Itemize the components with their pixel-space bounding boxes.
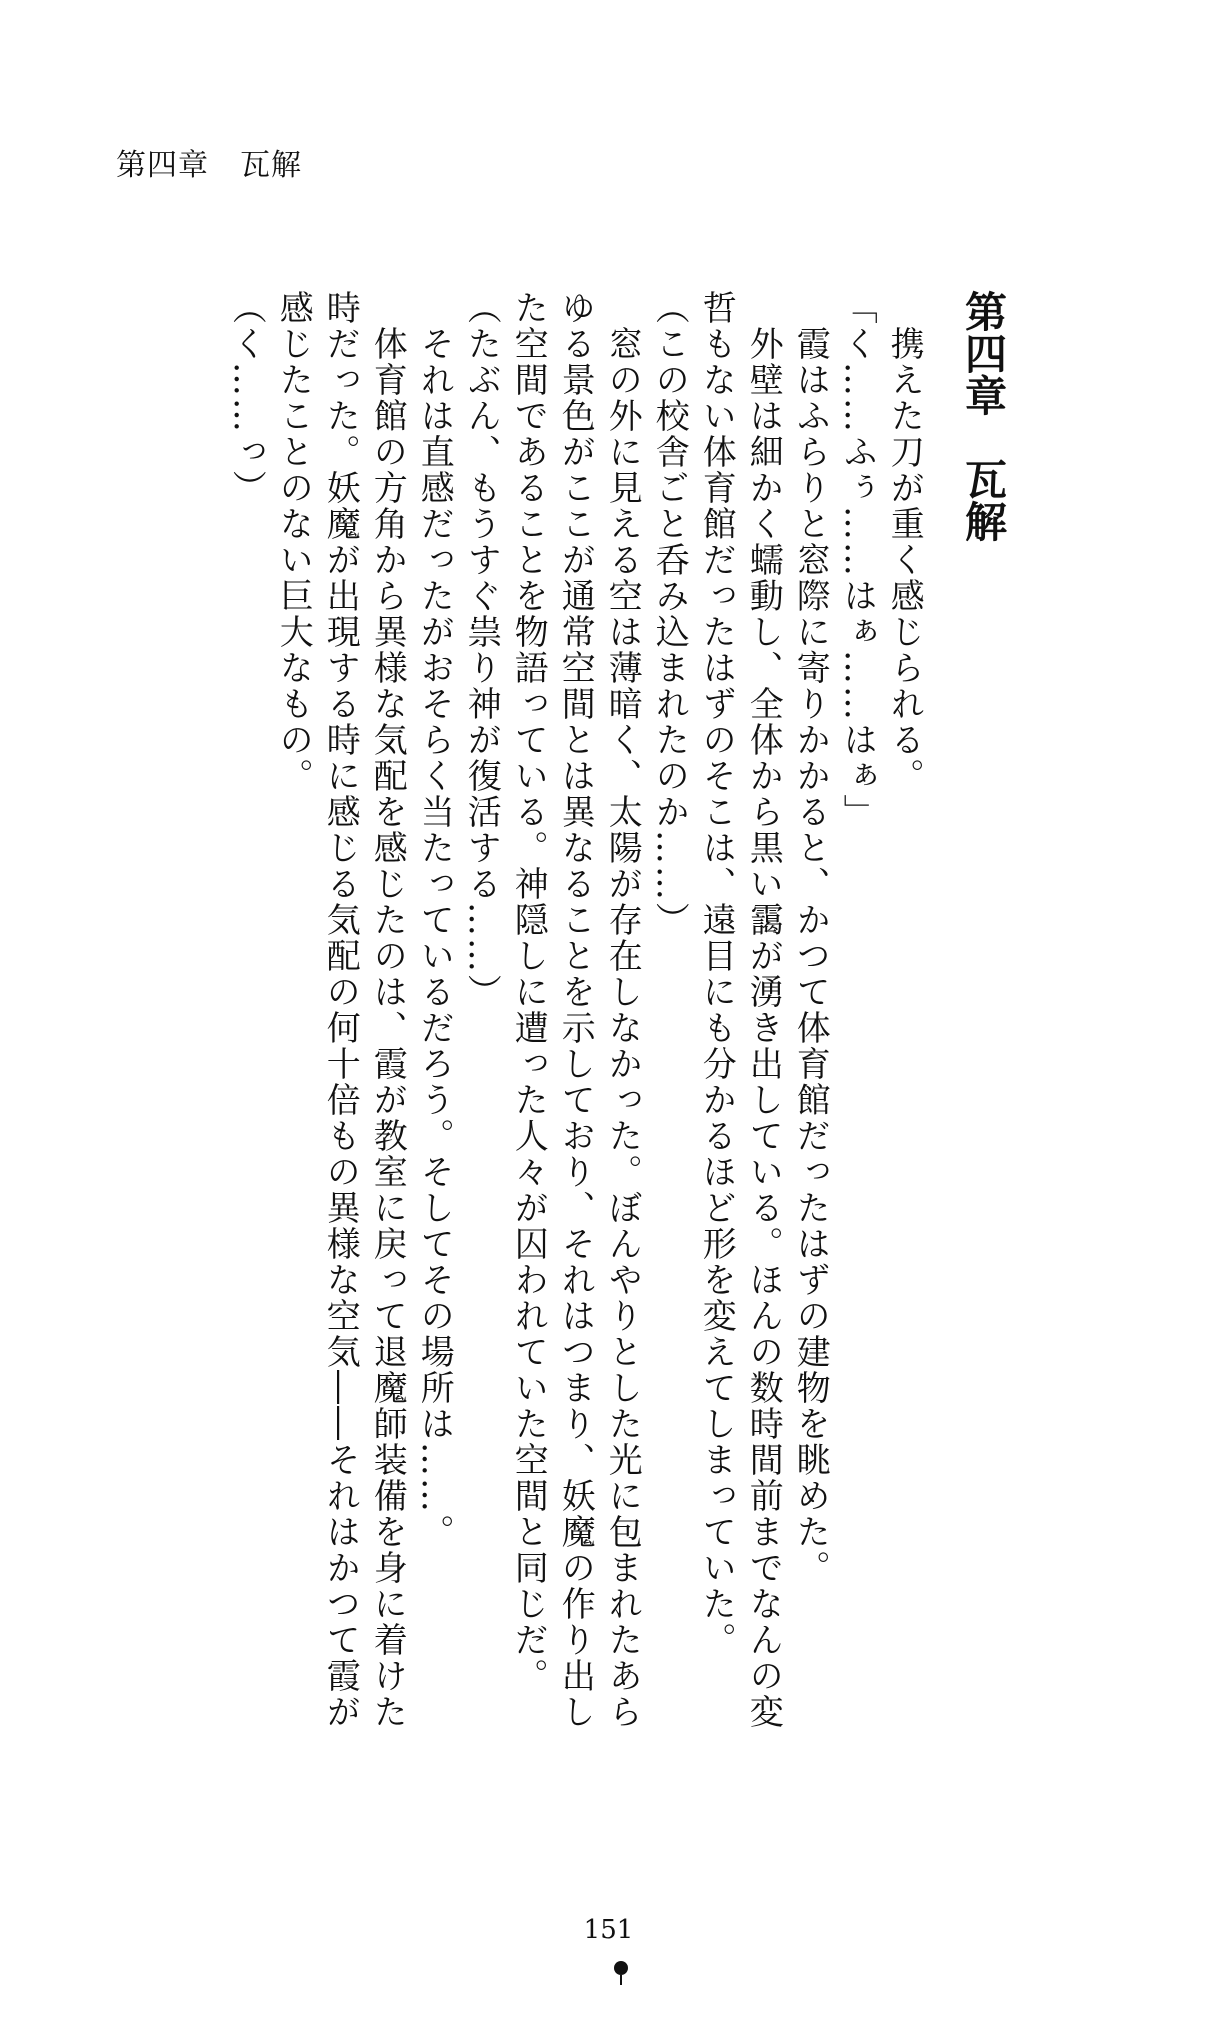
text-line: 霞はふらりと窓際に寄りかかると、かつて体育館だったはずの建物を眺めた。 (790, 290, 831, 1586)
body-text (222, 290, 927, 1730)
text-line: （たぶん、もうすぐ祟り神が復活する……） (461, 290, 502, 1010)
text-line: 時だった。妖魔が出現する時に感じる気配の何十倍もの異様な空気――それはかつて霞が (320, 290, 361, 1730)
text-line: ゆる景色がここが通常空間とは異なることを示しており、それはつまり、妖魔の作り出し (555, 290, 596, 1730)
text-line: 携えた刀が重く感じられる。 (884, 290, 925, 794)
text-line: 哲もない体育館だったはずのそこは、遠目にも分かるほど形を変えてしまっていた。 (696, 290, 737, 1658)
page-number: 151 (583, 1915, 634, 1945)
text-line: 窓の外に見える空は薄暗く、太陽が存在しなかった。ぼんやりとした光に包まれたあら (602, 290, 643, 1730)
chapter-text-block (222, 290, 1012, 1730)
running-header: 第四章 瓦解 (116, 148, 302, 183)
text-line: 「く……ふぅ……はぁ……はぁ」 (837, 290, 878, 830)
text-line: （この校舎ごと呑み込まれたのか……） (649, 290, 690, 938)
text-line: それは直感だったがおそらく当たっているだろう。そしてその場所は……。 (414, 290, 455, 1550)
page-marker-tick (620, 1975, 622, 1985)
text-line: 体育館の方角から異様な気配を感じたのは、霞が教室に戻って退魔師装備を身に着けた (367, 290, 408, 1730)
text-line: 外壁は細かく蠕動し、全体から黒い靄が湧き出している。ほんの数時間前までなんの変 (743, 290, 784, 1730)
text-line: 感じたことのない巨大なもの。 (273, 290, 314, 794)
text-line: （く……っ） (226, 290, 267, 506)
chapter-title: 第四章 瓦解 (959, 290, 1008, 542)
text-line: た空間であることを物語っている。神隠しに遭った人々が囚われていた空間と同じだ。 (508, 290, 549, 1694)
page-marker-dot-icon (614, 1961, 628, 1975)
